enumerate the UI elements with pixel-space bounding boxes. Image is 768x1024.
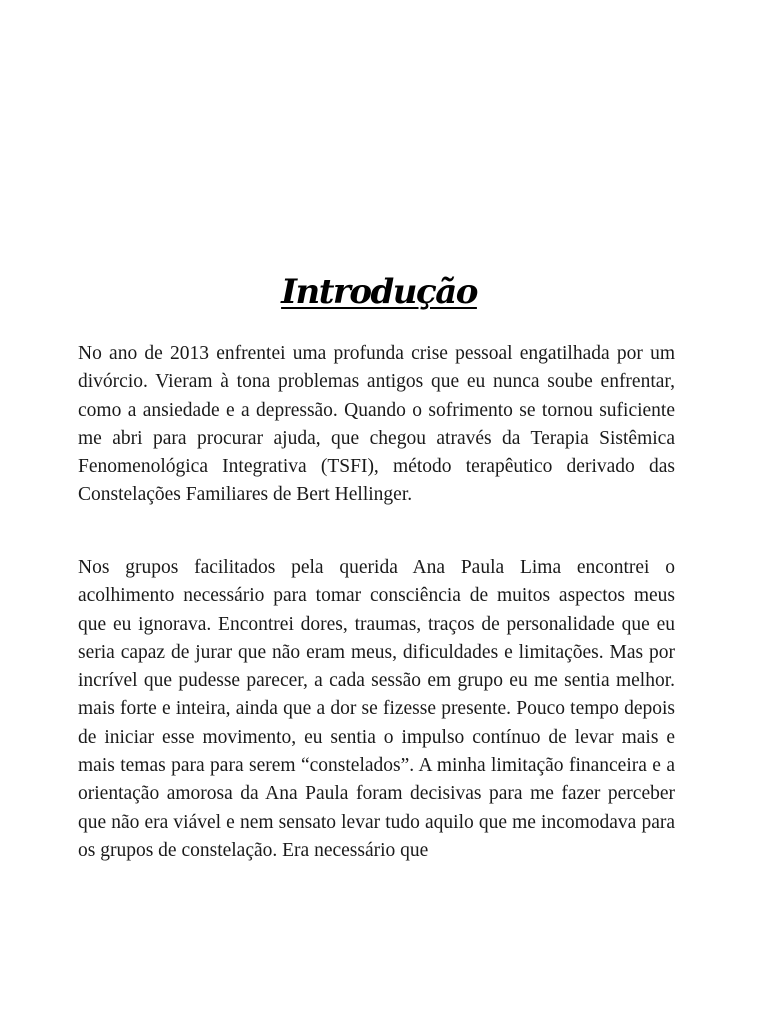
paragraph-1: No ano de 2013 enfrentei uma profunda crise pessoal engatilhada por um divórcio. Vieram à tona problemas antigos que eu nunca soube enfrentar, como a ansiedade e a depressão. Quando o sofrimento se tornou suficiente me abri para procurar ajuda, que chegou através da Terapia Sistêmica Fenomenológica Integrativa (TSFI), método terapêutico derivado das Constelações Familiares de Bert Hellinger. xyxy=(78,343,675,506)
paragraph-2: Nos grupos facilitados pela querida Ana Paula Lima encontrei o acolhimento necessário para tomar consciência de muitos aspectos meus que eu ignorava. Encontrei dores, traumas, traços de personalidade que eu seria capaz de jurar que não eram meus, dificuldades e limitações. Mas por incrível que pudesse parecer, a cada sessão em grupo eu me sentia melhor. mais forte e inteira, ainda que a dor se fizesse presente. Pouco tempo depois de iniciar esse movimento, eu sentia o impulso contínuo de levar mais e mais temas para para serem “constelados”. A minha limitação financeira e a orientação amorosa da Ana Paula foram decisivas para me fazer perceber que não era viável e nem sensato levar tudo aquilo que me incomodava para os grupos de constelação. Era necessário que xyxy=(78,557,675,861)
chapter-title: Introdução xyxy=(281,272,477,312)
